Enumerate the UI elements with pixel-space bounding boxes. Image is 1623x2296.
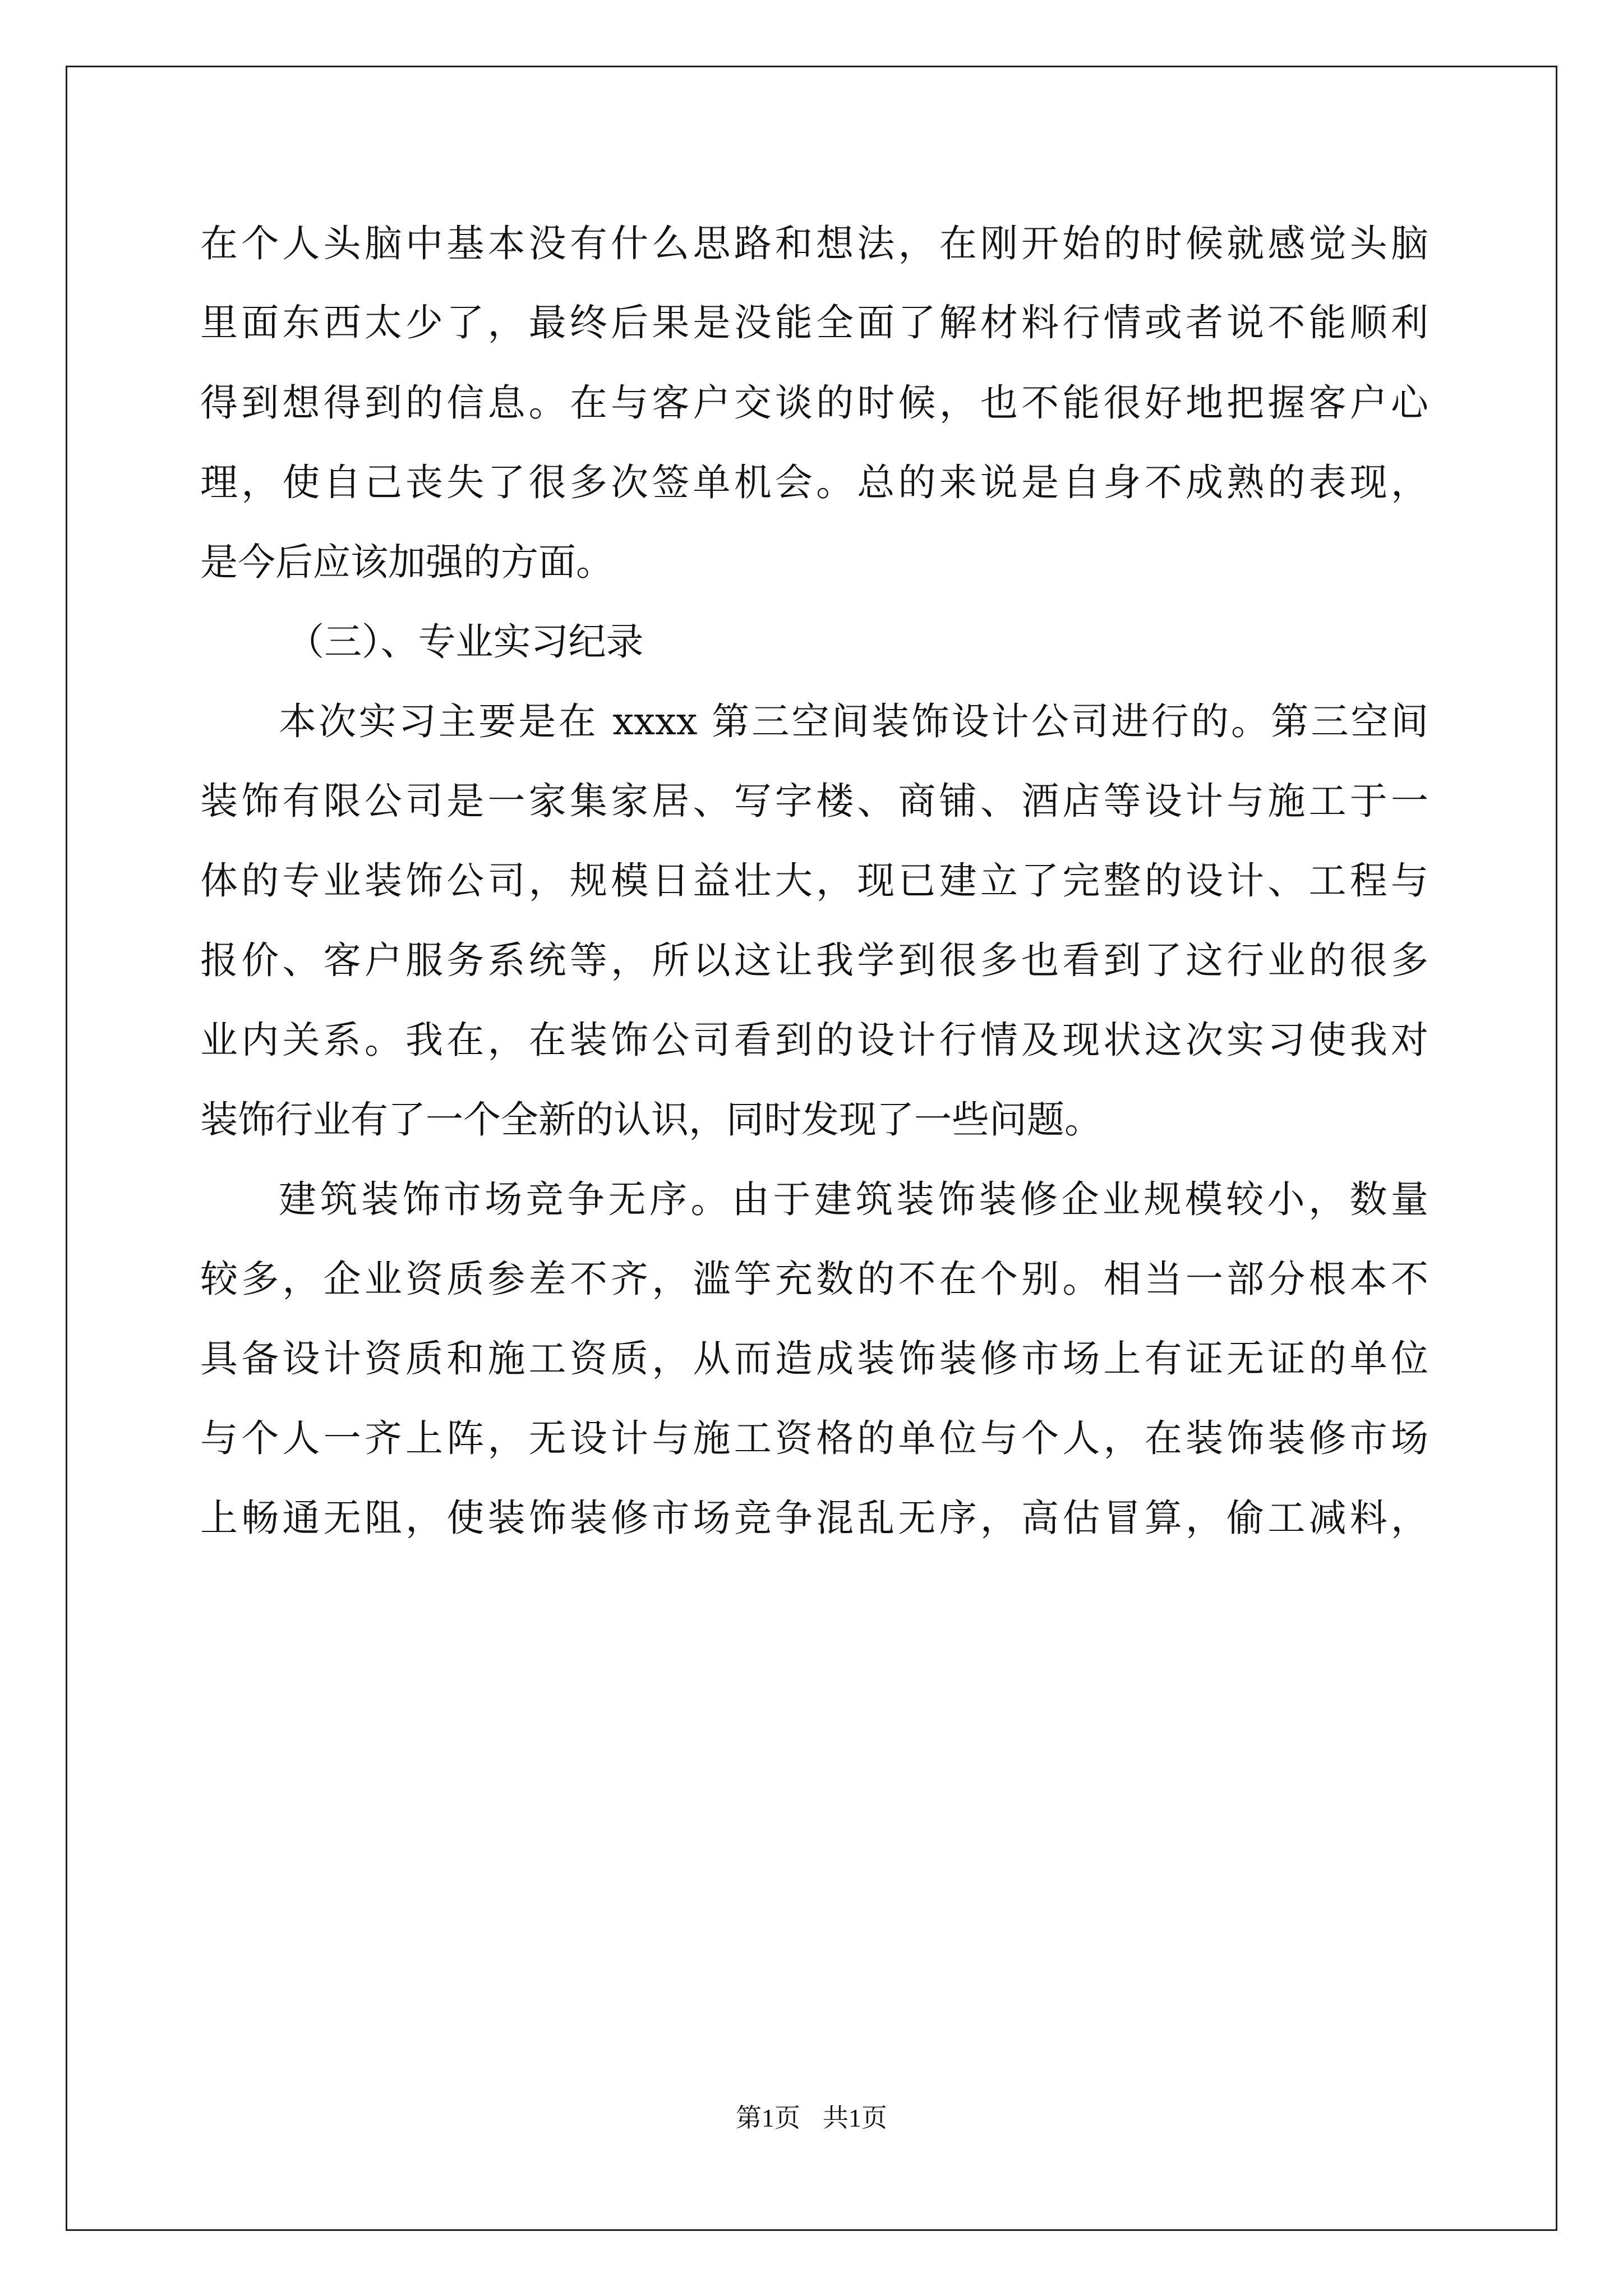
text-line: 得到想得到的信息。在与客户交谈的时候，也不能很好地把握客户心 <box>200 381 1428 425</box>
text-line: 与个人一齐上阵，无设计与施工资格的单位与个人，在装饰装修市场 <box>200 1416 1428 1460</box>
text-line: 里面东西太少了，最终后果是没能全面了解材料行情或者说不能顺利 <box>200 301 1428 344</box>
text-line: 上畅通无阻，使装饰装修市场竞争混乱无序，高估冒算，偷工减料， <box>200 1496 1428 1540</box>
paragraph-first-line: 建筑装饰市场竞争无序。由于建筑装饰装修企业规模较小，数量 <box>279 1177 1428 1221</box>
text-line: 体的专业装饰公司，规模日益壮大，现已建立了完整的设计、工程与 <box>200 859 1428 903</box>
page-number: 第1页 <box>736 2104 800 2132</box>
page-footer <box>0 2101 1623 2135</box>
text-line: 业内关系。我在，在装饰公司看到的设计行情及现状这次实习使我对 <box>200 1018 1428 1062</box>
text-line: 装饰有限公司是一家集家居、写字楼、商铺、酒店等设计与施工于一 <box>200 779 1428 823</box>
text-line: 报价、客户服务系统等，所以这让我学到很多也看到了这行业的很多 <box>200 938 1428 982</box>
section-heading: （三）、专业实习纪录 <box>287 620 644 664</box>
text-line: 较多，企业资质参差不齐，滥竽充数的不在个别。相当一部分根本不 <box>200 1257 1428 1301</box>
text-line: 在个人头脑中基本没有什么思路和想法，在刚开始的时候就感觉头脑 <box>200 222 1428 265</box>
text-line: 理，使自己丧失了很多次签单机会。总的来说是自身不成熟的表现， <box>200 461 1428 504</box>
text-line: 装饰行业有了一个全新的认识，同时发现了一些问题。 <box>200 1098 1102 1142</box>
paragraph-first-line: 本次实习主要是在 xxxx 第三空间装饰设计公司进行的。第三空间 <box>279 700 1428 743</box>
page-total: 共1页 <box>823 2104 887 2132</box>
text-line: 具备设计资质和施工资质，从而造成装饰装修市场上有证无证的单位 <box>200 1337 1428 1381</box>
text-line: 是今后应该加强的方面。 <box>200 540 614 584</box>
